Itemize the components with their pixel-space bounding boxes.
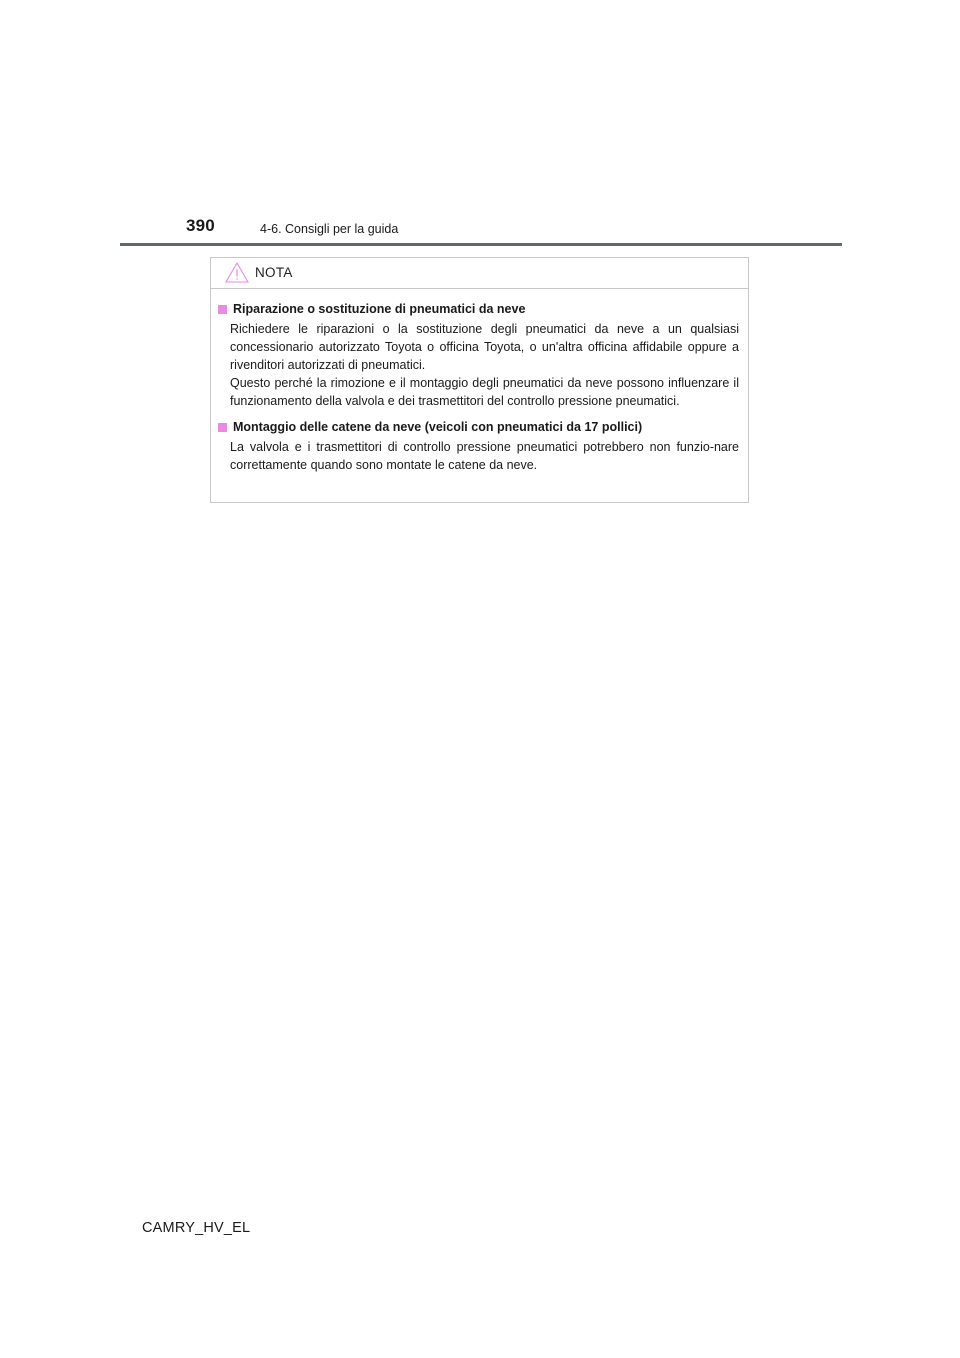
footer-model-code: CAMRY_HV_EL [142,1220,251,1236]
paragraph: La valvola e i trasmettitori di controllo pressione pneumatici potrebbero non funzio-nare correttamente quando sono montate le catene da neve. [230,440,739,472]
square-bullet-icon [218,423,227,432]
item-title-text: Montaggio delle catene da neve (veicoli con pneumatici da 17 pollici) [233,420,643,434]
page-number: 390 [186,216,215,235]
section-title: 4-6. Consigli per la guida [260,222,399,236]
nota-item-snow-tires [218,301,739,410]
item-text [230,438,739,474]
item-text [230,320,739,410]
nota-header [211,258,748,289]
item-title [218,419,739,436]
item-title-text: Riparazione o sostituzione di pneumatici da neve [233,302,526,316]
nota-body [211,289,748,474]
nota-item-snow-chains [218,419,739,474]
nota-box [210,257,749,503]
paragraph: Richiedere le riparazioni o la sostituzione degli pneumatici da neve a un qualsiasi concessionario autorizzato Toyota o officina Toyota, o un'altra officina affidabile oppure a rivenditori autorizzati di pneumatici. [230,322,739,372]
paragraph: Questo perché la rimozione e il montaggio degli pneumatici da neve possono influenzare il funzionamento della valvola e dei trasmettitori del controllo pressione pneumatici. [230,376,739,408]
nota-label: NOTA [255,265,293,280]
item-title [218,301,739,318]
square-bullet-icon [218,305,227,314]
header-rule [120,243,842,246]
warning-triangle-icon [225,262,249,283]
